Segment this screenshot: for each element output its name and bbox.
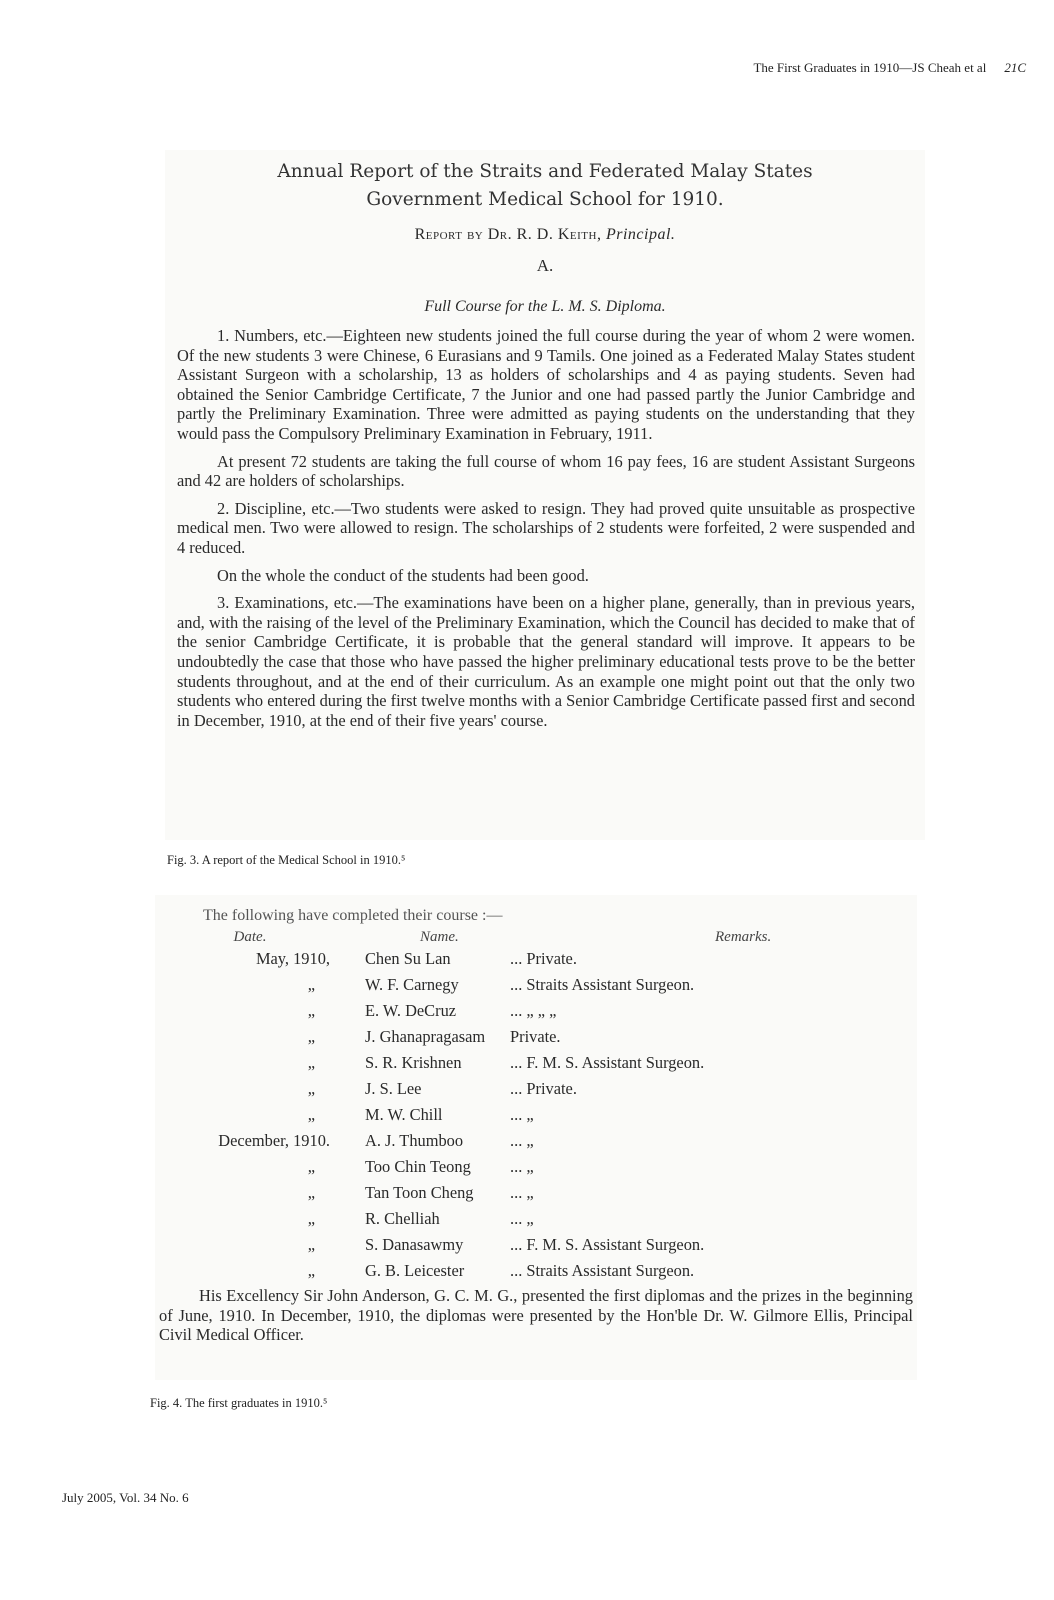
- cell-date: „: [307, 975, 315, 994]
- table-row: [155, 1128, 917, 1154]
- cell-date: „: [307, 1053, 315, 1072]
- byline: [165, 226, 925, 244]
- column-name: Name.: [420, 929, 459, 945]
- cell-remarks: ... Straits Assistant Surgeon.: [510, 1261, 695, 1280]
- cell-remarks: ... „: [510, 1105, 534, 1124]
- title-line-2: Government Medical School for 1910.: [366, 189, 724, 210]
- cell-remarks: ... F. M. S. Assistant Surgeon.: [510, 1235, 705, 1254]
- title-line-1: Annual Report of the Straits and Federated Malay States: [277, 161, 813, 182]
- graduates-table: [155, 946, 917, 1284]
- cell-remarks: Private.: [510, 1027, 561, 1046]
- cell-date: „: [307, 1027, 315, 1046]
- cell-remarks: ... Straits Assistant Surgeon.: [510, 975, 695, 994]
- table-row: [155, 1024, 917, 1050]
- paragraph-discipline: 2. Discipline, etc.—Two students were asked to resign. They had proved quite unsuitable as prospective medical men. Two were allowed to resign. The scholarships of 2 students were forfeited, 2 were suspended and 4 reduced.: [177, 498, 915, 557]
- table-row: [155, 1180, 917, 1206]
- paragraph-present: At present 72 students are taking the full course of whom 16 pay fees, 16 are student Assistant Surgeons and 42 are holders of scholarships.: [177, 451, 915, 491]
- table-row: [155, 998, 917, 1024]
- closing-paragraph: His Excellency Sir John Anderson, G. C. M. G., presented the first diplomas and the prizes in the beginning of June, 1910. In December, 1910, the diplomas were presented by the Hon'ble Dr. W. Gilmore Ellis, Principal Civil Medical Officer.: [159, 1286, 913, 1345]
- paragraph-examinations: 3. Examinations, etc.—The examinations have been on a higher plane, generally, than in previous years, and, with the raising of the level of the Preliminary Examination, which the Council has decided to make that of the senior Cambridge Certificate, it is probable that the general standard will improve. It appears to be undoubtedly the case that those who have passed the higher preliminary educational tests prove to be the better students throughout, and at the end of their curriculum. As an example one might point out that the only two students who entered during the first twelve months with a Senior Cambridge Certificate passed first and second in December, 1910, at the end of their five years' course.: [177, 593, 915, 730]
- cell-date: „: [307, 1079, 315, 1098]
- graduates-intro: The following have completed their course :—: [203, 907, 503, 924]
- course-title: Full Course for the L. M. S. Diploma.: [424, 298, 666, 315]
- running-header: [753, 60, 1026, 76]
- figure-3-scan: [165, 150, 925, 840]
- report-title: [165, 158, 925, 214]
- figure-3-caption: Fig. 3. A report of the Medical School in 1910.⁵: [167, 853, 406, 867]
- cell-remarks: ... F. M. S. Assistant Surgeon.: [510, 1053, 705, 1072]
- cell-date: December, 1910.: [218, 1131, 330, 1150]
- cell-name: Chen Su Lan: [365, 949, 451, 968]
- cell-date: „: [307, 1183, 315, 1202]
- cell-name: A. J. Thumboo: [365, 1131, 464, 1150]
- cell-name: E. W. DeCruz: [365, 1001, 457, 1020]
- running-title: The First Graduates in 1910—JS Cheah et al: [753, 60, 987, 75]
- paragraph-conduct: On the whole the conduct of the students had been good.: [217, 565, 589, 585]
- figure-4-scan: [155, 895, 917, 1380]
- cell-name: W. F. Carnegy: [365, 975, 459, 994]
- cell-date: „: [307, 1105, 315, 1124]
- cell-name: S. R. Krishnen: [365, 1053, 462, 1072]
- cell-name: M. W. Chill: [365, 1105, 443, 1124]
- cell-date: „: [307, 1261, 315, 1280]
- cell-remarks: ... „: [510, 1131, 534, 1150]
- section-label: A.: [536, 256, 554, 275]
- cell-date: „: [307, 1157, 315, 1176]
- cell-date: May, 1910,: [255, 949, 330, 968]
- cell-name: R. Chelliah: [365, 1209, 440, 1228]
- table-row: [155, 1154, 917, 1180]
- table-row: [155, 1102, 917, 1128]
- cell-date: „: [307, 1001, 315, 1020]
- cell-name: Tan Toon Cheng: [365, 1183, 474, 1202]
- cell-remarks: ... „ „ „: [510, 1001, 557, 1020]
- table-header: [155, 929, 917, 946]
- cell-name: J. S. Lee: [365, 1079, 422, 1098]
- table-row: [155, 1206, 917, 1232]
- cell-name: G. B. Leicester: [365, 1261, 465, 1280]
- table-row: [155, 1076, 917, 1102]
- footer-issue: July 2005, Vol. 34 No. 6: [62, 1490, 189, 1505]
- table-row: [155, 972, 917, 998]
- cell-remarks: ... „: [510, 1157, 534, 1176]
- figure-4-caption: Fig. 4. The first graduates in 1910.⁵: [150, 1396, 328, 1410]
- table-row: [155, 1232, 917, 1258]
- cell-name: Too Chin Teong: [365, 1157, 471, 1176]
- paragraph-numbers: 1. Numbers, etc.—Eighteen new students joined the full course during the year of whom 2 were women. Of the new students 3 were Chinese, 6 Eurasians and 9 Tamils. One joined as a Federated Malay States student Assistant Surgeon with a scholarship, 13 as holders of scholarships and 4 as paying students. Seven had obtained the Senior Cambridge Certificate, 7 the Junior and one had passed partly the Junior Cambridge and partly the Preliminary Examination. Three were admitted as paying students on the understanding that they would pass the Compulsory Preliminary Examination in February, 1911.: [177, 326, 915, 443]
- column-date: Date.: [233, 929, 267, 945]
- table-row: [155, 946, 917, 972]
- byline-author: Report by Dr. R. D. Keith,: [414, 226, 602, 243]
- byline-role: Principal.: [605, 226, 676, 243]
- cell-date: „: [307, 1209, 315, 1228]
- column-remarks: Remarks.: [715, 929, 772, 945]
- table-row: [155, 1258, 917, 1284]
- cell-remarks: ... Private.: [510, 949, 577, 968]
- cell-date: „: [307, 1235, 315, 1254]
- cell-remarks: ... Private.: [510, 1079, 577, 1098]
- cell-name: S. Danasawmy: [365, 1235, 464, 1254]
- cell-remarks: ... „: [510, 1183, 534, 1202]
- cell-remarks: ... „: [510, 1209, 534, 1228]
- page-number: 21C: [1004, 60, 1026, 75]
- table-row: [155, 1050, 917, 1076]
- cell-name: J. Ghanapragasam: [365, 1027, 486, 1046]
